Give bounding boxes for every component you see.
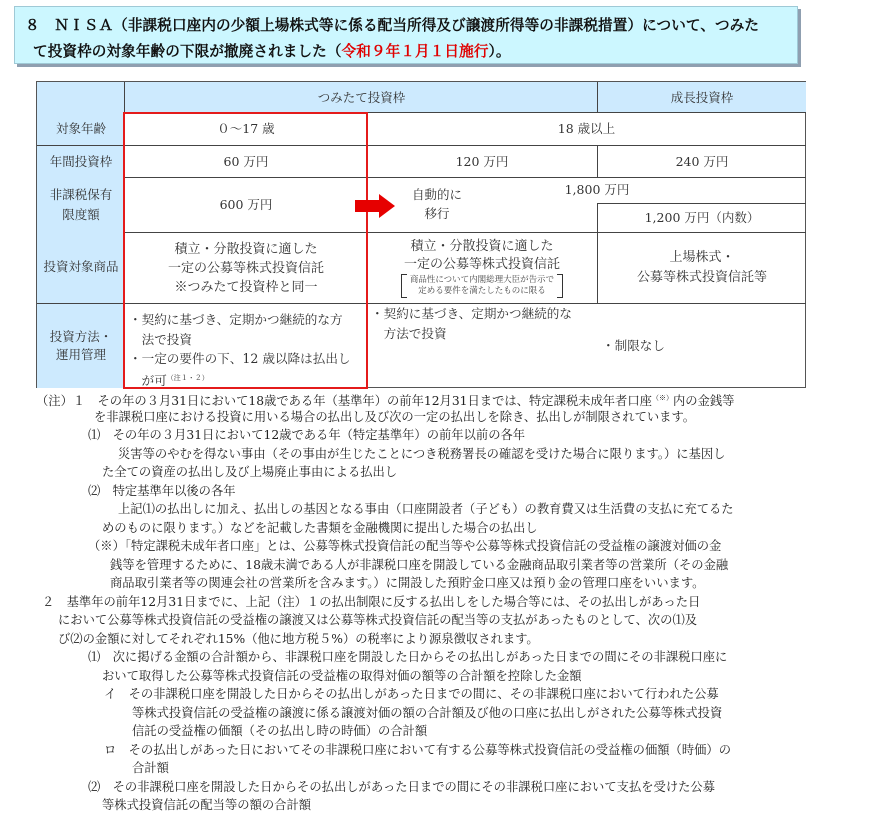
note-asterisk-line-2: 銭等を管理するために、18歳未満である人が非課税口座を開設している金融商品取引業者等の営業所（その金融 [110, 557, 729, 572]
note-1-line-2: を非課税口座における投資に用いる場合の払出し及び次の一定の払出しを除き、払出しが制限されています。 [94, 409, 696, 424]
section-title-line-1: ８ ＮＩＳＡ（非課税口座内の少額上場株式等に係る配当所得及び譲渡所得等の非課税措置）について、つみた [25, 17, 760, 34]
auto-transfer-line-2: 移行 [424, 206, 450, 221]
method-new-line-1: ・契約に基づき、定期かつ継続的な方 [129, 312, 343, 327]
row-label-age: 対象年齢 [55, 121, 106, 136]
cell-annual-new: 60 万円 [223, 153, 269, 169]
note-2-line-3: び⑵の金額に対してそれぞれ15%（他に地方税５%）の税率により源泉徴収されます。 [58, 631, 539, 646]
header-seicho [598, 82, 806, 113]
row-label-method-1: 投資方法・ [49, 329, 113, 344]
note-1-item-2: ⑵ 特定基準年以後の各年 [88, 483, 236, 498]
method-new-line-3: ・一定の要件の下、12 歳以降は払出し [129, 351, 351, 366]
cell-method-tsumitate [371, 304, 597, 388]
products-new-line-3: ※つみたて投資枠と同一 [174, 279, 318, 295]
note-text: （注）１ その年の３月31日において18歳である年（基準年）の前年12月31日までは、特定課税未成年者口座 [36, 394, 652, 409]
note-2-line-1: ２ 基準年の前年12月31日までに、上記（注）１の払出制限に反する払出しをした場合等には、その払出しがあった日 [42, 594, 701, 609]
note-1-item-2-line-3: めのものに限ります。）などを記載した書類を金融機関に提出した場合の払出し [102, 520, 538, 535]
products-new-line-1: 積立・分散投資に適した [174, 241, 318, 257]
row-label-method-2: 運用管理 [55, 347, 106, 362]
note-ref: （※） [651, 394, 673, 402]
note-1-item-1-line-2: 災害等のやむを得ない事由（その事由が生じたことにつき税務署長の確認を受けた場合に限ります。）に基因し [118, 446, 726, 461]
cell-products-seicho [598, 233, 806, 303]
method-new-text: が可 [129, 372, 167, 388]
note-line-2: 定める要件を満たしたものに限る [418, 286, 546, 296]
highlight-box-new-tsumitate [123, 112, 368, 389]
row-label-limit-1: 非課税保有 [49, 187, 113, 202]
header-seicho-label: 成長投資枠 [670, 89, 734, 105]
note-2-item-i-line-3: 信託の受益権の価額（その払出し時の時価）の合計額 [132, 724, 428, 738]
note-2-item-i-line-2: 等株式投資信託の受益権の譲渡に係る譲渡対価の額の合計額及び他の口座に払出しがされた公募等株式投資 [132, 705, 723, 720]
cell-limit-new: 600 万円 [219, 197, 273, 212]
note-2-item-1: ⑴ 次に掲げる金額の合計額から、非課税口座を開設した日からその払出しがあった日までの間にその非課税口座に [88, 650, 728, 664]
label-cell-method [37, 304, 125, 388]
note-text-end: 内の金銭等 [672, 394, 735, 409]
header-tsumitate-label: つみたて投資枠 [317, 89, 406, 105]
auto-transfer-label [407, 185, 467, 223]
effective-date: 令和９年１月１日施行 [341, 43, 489, 60]
title-suffix: ）。 [488, 43, 511, 60]
row-label-products: 投資対象商品 [43, 259, 119, 274]
row-label-limit-2: 限度額 [62, 207, 100, 222]
products-seicho-line-2: 公募等株式投資信託等 [636, 270, 767, 285]
note-line-1: 商品性について内閣総理大臣が告示で [409, 275, 555, 285]
label-cell-age [37, 82, 125, 146]
method-new-footnote-ref: （注１・２） [166, 373, 209, 382]
note-2-line-2: において公募等株式投資信託の受益権の譲渡又は公募等株式投資信託の配当等の支払があったものとして、次の⑴及 [58, 613, 698, 627]
products-seicho-line-1: 上場株式・ [669, 250, 735, 265]
cell-annual-tsumitate: 120 万円 [455, 153, 509, 169]
method-tsumitate-line-1: ・契約に基づき、定期かつ継続的な [371, 306, 572, 321]
cell-age-new: ０～17 歳 [217, 121, 275, 136]
cell-annual-seicho: 240 万円 [675, 153, 729, 169]
note-1-item-1-line-3: た全ての資産の払出し及び上場廃止事由による払出し [102, 465, 398, 479]
method-new-line-2: 法で投資 [129, 331, 192, 347]
cell-method-seicho: ・制限なし [602, 338, 665, 353]
cell-age-existing: 18 歳以上 [557, 121, 616, 136]
title-text: て投資枠の対象年齢の下限が撤廃されました（ [33, 43, 342, 60]
cell-limit-seicho: 1,200 万円（内数） [644, 210, 760, 225]
section-title-banner [14, 6, 798, 64]
note-asterisk-line-1: （※）「特定課税未成年者口座」とは、公募等株式投資信託の配当等や公募等株式投資信託の受益権の譲渡対価の金 [88, 539, 722, 553]
note-1-item-1: ⑴ その年の３月31日において12歳である年（特定基準年）の前年以前の各年 [88, 428, 526, 442]
products-tsumitate-line-1: 積立・分散投資に適した [410, 239, 554, 254]
right-arrow-icon [355, 194, 397, 218]
note-2-item-ro: ロ その払出しがあった日においてその非課税口座において有する公募等株式投資信託の受益権の価額（時価）の [104, 742, 732, 757]
note-1-item-2-line-2: 上記⑴の払出しに加え、払出しの基因となる事由（口座開設者（子ども）の教育費又は生活費の支払に充てるた [118, 502, 734, 516]
auto-transfer-line-1: 自動的に [411, 187, 462, 202]
label-cell-annual-limit [37, 146, 125, 304]
products-tsumitate-note [401, 274, 563, 298]
note-2-item-2-line-2: 等株式投資信託の配当等の額の合計額 [102, 798, 312, 812]
cell-limit-total: 1,800 万円 [564, 182, 630, 197]
method-tsumitate-line-2: 方法で投資 [371, 326, 447, 341]
header-tsumitate [125, 82, 598, 113]
products-tsumitate-line-2: 一定の公募等株式投資信託 [403, 257, 560, 272]
cell-products-tsumitate [367, 233, 597, 303]
note-2-item-1-line-2: おいて取得した公募等株式投資信託の受益権の取得対価の額等の合計額を控除した金額 [102, 668, 582, 683]
note-asterisk-line-3: 商品取引業者等の関連会社の営業所を含みます。）に開設した預貯金口座又は預り金の管理口座をいいます。 [110, 576, 705, 590]
note-2-item-i: イ その非課税口座を開設した日からその払出しがあった日までの間に、その非課税口座において行われた公募 [104, 687, 719, 701]
note-2-item-ro-line-2: 合計額 [132, 761, 169, 775]
row-label-annual: 年間投資枠 [49, 154, 113, 169]
products-new-line-2: 一定の公募等株式投資信託 [167, 260, 324, 276]
note-2-item-2: ⑵ その非課税口座を開設した日からその払出しがあった日までの間にその非課税口座において支払を受けた公募 [88, 779, 716, 794]
section-title-line-2 [33, 40, 511, 61]
